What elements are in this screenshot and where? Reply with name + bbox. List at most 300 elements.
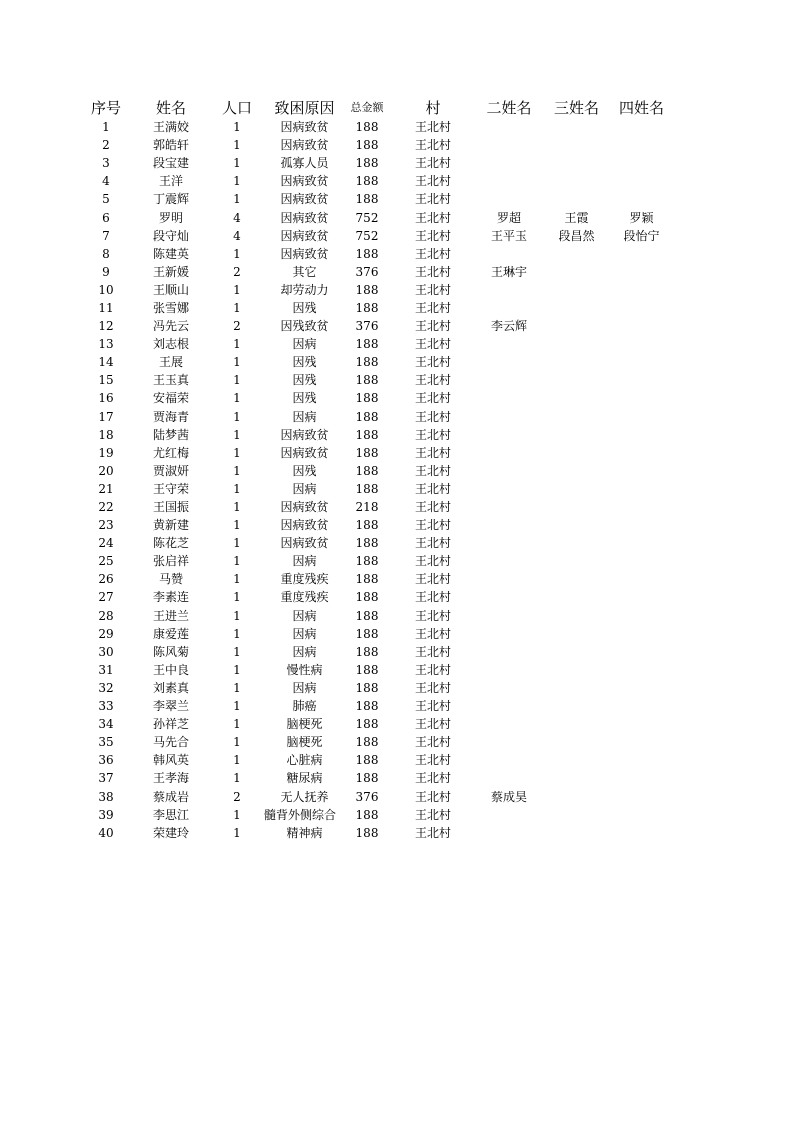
cell-name2 xyxy=(479,190,539,208)
cell-no: 31 xyxy=(98,662,114,677)
cell-name4 xyxy=(614,751,669,769)
cell-amount: 188 xyxy=(355,156,379,171)
cell-no: 29 xyxy=(98,626,114,641)
cell-name4 xyxy=(614,588,669,606)
cell-village: 王北村 xyxy=(414,337,451,352)
cell-name4 xyxy=(614,679,669,697)
cell-no: 12 xyxy=(98,319,114,334)
cell-population: 1 xyxy=(233,518,241,533)
cell-population: 1 xyxy=(233,554,241,569)
cell-name2 xyxy=(479,136,539,154)
cell-amount: 188 xyxy=(355,445,379,460)
cell-name2: 罗超 xyxy=(496,210,521,225)
cell-name3 xyxy=(539,715,614,733)
table-row xyxy=(82,281,669,299)
cell-amount: 376 xyxy=(355,264,379,279)
cell-name2: 李云辉 xyxy=(490,319,527,334)
table-row xyxy=(82,317,669,335)
cell-name4 xyxy=(614,462,669,480)
cell-village: 王北村 xyxy=(414,264,451,279)
table-row xyxy=(82,733,669,751)
cell-village: 王北村 xyxy=(414,554,451,569)
cell-name4 xyxy=(614,498,669,516)
cell-name3 xyxy=(539,462,614,480)
cell-name: 马先合 xyxy=(152,735,189,750)
cell-name: 王顺山 xyxy=(152,282,189,297)
cell-village: 王北村 xyxy=(414,300,451,315)
cell-village: 王北村 xyxy=(414,680,451,695)
cell-name2 xyxy=(479,118,539,136)
cell-population: 1 xyxy=(233,626,241,641)
cell-name4 xyxy=(614,317,669,335)
cell-name: 荣建玲 xyxy=(152,825,189,840)
cell-name3 xyxy=(539,172,614,190)
cell-name: 王孝海 xyxy=(152,771,189,786)
cell-name2 xyxy=(479,245,539,263)
cell-population: 4 xyxy=(233,228,241,243)
cell-no: 19 xyxy=(98,445,114,460)
cell-no: 7 xyxy=(102,228,110,243)
table-row xyxy=(82,227,669,245)
table-row xyxy=(82,263,669,281)
cell-reason: 无人抚养 xyxy=(280,789,329,804)
cell-amount: 188 xyxy=(355,427,379,442)
cell-reason: 重度残疾 xyxy=(280,590,329,605)
cell-reason: 因病致贫 xyxy=(280,500,329,515)
cell-no: 28 xyxy=(98,608,114,623)
cell-population: 1 xyxy=(233,337,241,352)
cell-no: 14 xyxy=(98,355,114,370)
cell-amount: 188 xyxy=(355,644,379,659)
cell-reason: 因病致贫 xyxy=(280,120,329,135)
table-row xyxy=(82,806,669,824)
cell-village: 王北村 xyxy=(414,735,451,750)
cell-name2: 王平玉 xyxy=(490,228,527,243)
cell-name4 xyxy=(614,172,669,190)
cell-village: 王北村 xyxy=(414,753,451,768)
cell-no: 32 xyxy=(98,680,114,695)
cell-name4 xyxy=(614,245,669,263)
cell-name: 李素连 xyxy=(152,590,189,605)
cell-village: 王北村 xyxy=(414,192,451,207)
cell-reason: 脑梗死 xyxy=(286,717,323,732)
cell-reason: 因病致贫 xyxy=(280,427,329,442)
cell-name: 冯先云 xyxy=(152,319,189,334)
cell-village: 王北村 xyxy=(414,228,451,243)
cell-amount: 188 xyxy=(355,463,379,478)
cell-amount: 752 xyxy=(355,210,379,225)
cell-no: 6 xyxy=(102,210,110,225)
table-row xyxy=(82,607,669,625)
cell-no: 2 xyxy=(102,138,110,153)
cell-name: 尤红梅 xyxy=(152,445,189,460)
cell-population: 1 xyxy=(233,427,241,442)
table-row xyxy=(82,679,669,697)
cell-name3 xyxy=(539,769,614,787)
table-row xyxy=(82,353,669,371)
cell-amount: 188 xyxy=(355,337,379,352)
cell-name2: 王琳宇 xyxy=(490,264,527,279)
cell-population: 1 xyxy=(233,699,241,714)
cell-no: 3 xyxy=(102,156,110,171)
header-row xyxy=(82,96,669,118)
cell-name4 xyxy=(614,607,669,625)
cell-name3 xyxy=(539,389,614,407)
cell-name2 xyxy=(479,353,539,371)
cell-name3 xyxy=(539,697,614,715)
cell-amount: 188 xyxy=(355,536,379,551)
cell-amount: 188 xyxy=(355,300,379,315)
cell-village: 王北村 xyxy=(414,246,451,261)
cell-name2 xyxy=(479,462,539,480)
cell-amount: 188 xyxy=(355,554,379,569)
cell-village: 王北村 xyxy=(414,789,451,804)
table-row xyxy=(82,625,669,643)
cell-name: 张启祥 xyxy=(152,554,189,569)
cell-name2 xyxy=(479,733,539,751)
cell-reason: 因残 xyxy=(292,373,317,388)
cell-village: 王北村 xyxy=(414,463,451,478)
cell-reason: 因病致贫 xyxy=(280,518,329,533)
cell-amount: 376 xyxy=(355,319,379,334)
cell-name3 xyxy=(539,263,614,281)
cell-no: 24 xyxy=(98,536,114,551)
cell-name3 xyxy=(539,516,614,534)
cell-village: 王北村 xyxy=(414,391,451,406)
cell-name3 xyxy=(539,625,614,643)
cell-village: 王北村 xyxy=(414,699,451,714)
cell-name: 王守荣 xyxy=(152,481,189,496)
cell-name: 郭皓轩 xyxy=(152,138,189,153)
cell-population: 1 xyxy=(233,572,241,587)
cell-name: 陈风菊 xyxy=(152,644,189,659)
cell-population: 1 xyxy=(233,608,241,623)
cell-amount: 376 xyxy=(355,789,379,804)
cell-name4 xyxy=(614,552,669,570)
cell-no: 33 xyxy=(98,699,114,714)
cell-village: 王北村 xyxy=(414,138,451,153)
cell-name4 xyxy=(614,661,669,679)
cell-name3 xyxy=(539,154,614,172)
cell-name4 xyxy=(614,389,669,407)
cell-name2 xyxy=(479,824,539,842)
cell-name3 xyxy=(539,607,614,625)
cell-name3 xyxy=(539,480,614,498)
table-row xyxy=(82,444,669,462)
col-header-population: 人口 xyxy=(221,98,252,117)
cell-reason: 因病致贫 xyxy=(280,246,329,261)
cell-no: 9 xyxy=(102,264,110,279)
cell-population: 1 xyxy=(233,536,241,551)
cell-name4 xyxy=(614,371,669,389)
cell-name3 xyxy=(539,118,614,136)
table-row xyxy=(82,715,669,733)
cell-amount: 188 xyxy=(355,518,379,533)
cell-name2 xyxy=(479,480,539,498)
cell-no: 15 xyxy=(98,373,114,388)
cell-name: 段宝建 xyxy=(152,156,189,171)
cell-name: 马赞 xyxy=(158,572,183,587)
cell-name4 xyxy=(614,787,669,805)
cell-name3 xyxy=(539,534,614,552)
cell-name: 刘素真 xyxy=(152,680,189,695)
cell-name3 xyxy=(539,281,614,299)
cell-name: 陈建英 xyxy=(152,246,189,261)
cell-name2 xyxy=(479,389,539,407)
cell-reason: 因残致贫 xyxy=(280,319,329,334)
col-header-no: 序号 xyxy=(90,98,121,117)
cell-name: 王新媛 xyxy=(152,264,189,279)
cell-population: 1 xyxy=(233,463,241,478)
cell-name3 xyxy=(539,661,614,679)
cell-name3 xyxy=(539,588,614,606)
cell-name4 xyxy=(614,444,669,462)
cell-village: 王北村 xyxy=(414,156,451,171)
table-row xyxy=(82,136,669,154)
cell-no: 38 xyxy=(98,789,114,804)
cell-reason: 因病 xyxy=(292,337,317,352)
cell-amount: 188 xyxy=(355,662,379,677)
cell-name3 xyxy=(539,245,614,263)
cell-name3 xyxy=(539,408,614,426)
cell-population: 1 xyxy=(233,481,241,496)
table-row xyxy=(82,172,669,190)
poverty-roster-sheet xyxy=(82,96,669,842)
cell-amount: 188 xyxy=(355,138,379,153)
cell-no: 26 xyxy=(98,572,114,587)
table-row xyxy=(82,824,669,842)
cell-name4 xyxy=(614,190,669,208)
cell-population: 1 xyxy=(233,174,241,189)
table-row xyxy=(82,552,669,570)
cell-reason: 因残 xyxy=(292,355,317,370)
cell-name4 xyxy=(614,335,669,353)
cell-name3 xyxy=(539,552,614,570)
cell-village: 王北村 xyxy=(414,825,451,840)
cell-name4 xyxy=(614,136,669,154)
cell-amount: 752 xyxy=(355,228,379,243)
cell-amount: 188 xyxy=(355,174,379,189)
cell-reason: 因残 xyxy=(292,391,317,406)
cell-village: 王北村 xyxy=(414,771,451,786)
cell-population: 1 xyxy=(233,282,241,297)
table-row xyxy=(82,154,669,172)
cell-no: 13 xyxy=(98,337,114,352)
cell-name3: 段昌然 xyxy=(558,228,595,243)
cell-name4: 段怡宁 xyxy=(623,228,660,243)
table-row xyxy=(82,208,669,226)
cell-amount: 188 xyxy=(355,373,379,388)
cell-amount: 188 xyxy=(355,626,379,641)
cell-name4 xyxy=(614,263,669,281)
cell-no: 23 xyxy=(98,518,114,533)
col-header-name2: 二姓名 xyxy=(486,98,532,117)
cell-no: 39 xyxy=(98,807,114,822)
cell-reason: 因病 xyxy=(292,680,317,695)
cell-name2 xyxy=(479,498,539,516)
table-row xyxy=(82,570,669,588)
cell-name: 韩风英 xyxy=(152,753,189,768)
cell-no: 1 xyxy=(102,120,110,135)
cell-no: 40 xyxy=(98,825,114,840)
cell-reason: 因病 xyxy=(292,409,317,424)
cell-village: 王北村 xyxy=(414,355,451,370)
cell-name: 贾淑妍 xyxy=(152,463,189,478)
cell-name2 xyxy=(479,426,539,444)
cell-village: 王北村 xyxy=(414,319,451,334)
table-row xyxy=(82,661,669,679)
cell-amount: 188 xyxy=(355,717,379,732)
cell-reason: 孤寡人员 xyxy=(280,156,329,171)
cell-name: 李翠兰 xyxy=(152,699,189,714)
cell-population: 1 xyxy=(233,644,241,659)
cell-population: 1 xyxy=(233,246,241,261)
cell-no: 25 xyxy=(98,554,114,569)
cell-no: 34 xyxy=(98,717,114,732)
cell-name3 xyxy=(539,426,614,444)
cell-name: 丁震辉 xyxy=(152,192,189,207)
cell-village: 王北村 xyxy=(414,481,451,496)
cell-population: 1 xyxy=(233,300,241,315)
cell-name3 xyxy=(539,190,614,208)
cell-name: 陈花芝 xyxy=(152,536,189,551)
table-row xyxy=(82,245,669,263)
cell-name2 xyxy=(479,715,539,733)
cell-name: 王展 xyxy=(158,355,183,370)
cell-no: 27 xyxy=(98,590,114,605)
cell-name: 刘志根 xyxy=(152,337,189,352)
cell-reason: 精神病 xyxy=(286,825,323,840)
table-row xyxy=(82,769,669,787)
cell-name4 xyxy=(614,715,669,733)
cell-name: 黄新建 xyxy=(152,518,189,533)
cell-no: 35 xyxy=(98,735,114,750)
table-row xyxy=(82,371,669,389)
cell-village: 王北村 xyxy=(414,210,451,225)
col-header-reason: 致困原因 xyxy=(274,98,335,117)
cell-name4 xyxy=(614,281,669,299)
cell-population: 2 xyxy=(233,789,241,804)
cell-name3 xyxy=(539,498,614,516)
cell-name2 xyxy=(479,281,539,299)
roster-body xyxy=(82,118,669,842)
cell-population: 1 xyxy=(233,391,241,406)
cell-amount: 188 xyxy=(355,807,379,822)
table-row xyxy=(82,426,669,444)
cell-village: 王北村 xyxy=(414,373,451,388)
cell-name3 xyxy=(539,751,614,769)
col-header-village: 村 xyxy=(425,98,441,117)
cell-name: 王国振 xyxy=(152,500,189,515)
cell-name3 xyxy=(539,570,614,588)
cell-village: 王北村 xyxy=(414,644,451,659)
table-row xyxy=(82,643,669,661)
cell-amount: 218 xyxy=(355,500,379,515)
cell-no: 22 xyxy=(98,500,114,515)
cell-amount: 188 xyxy=(355,391,379,406)
table-row xyxy=(82,787,669,805)
cell-village: 王北村 xyxy=(414,807,451,822)
cell-reason: 重度残疾 xyxy=(280,572,329,587)
table-row xyxy=(82,335,669,353)
cell-no: 37 xyxy=(98,771,114,786)
cell-no: 17 xyxy=(98,409,114,424)
cell-name: 王进兰 xyxy=(152,608,189,623)
cell-village: 王北村 xyxy=(414,500,451,515)
cell-reason: 因病 xyxy=(292,608,317,623)
cell-amount: 188 xyxy=(355,192,379,207)
cell-name3 xyxy=(539,679,614,697)
col-header-name: 姓名 xyxy=(155,98,186,117)
cell-amount: 188 xyxy=(355,680,379,695)
cell-name2 xyxy=(479,172,539,190)
cell-name: 王洋 xyxy=(158,174,183,189)
table-row xyxy=(82,516,669,534)
cell-amount: 188 xyxy=(355,246,379,261)
cell-village: 王北村 xyxy=(414,409,451,424)
cell-name: 陆梦茜 xyxy=(152,427,189,442)
cell-name: 王中良 xyxy=(152,662,189,677)
cell-village: 王北村 xyxy=(414,174,451,189)
cell-reason: 因病 xyxy=(292,481,317,496)
cell-name4 xyxy=(614,625,669,643)
cell-name3 xyxy=(539,806,614,824)
cell-no: 11 xyxy=(98,300,114,315)
cell-village: 王北村 xyxy=(414,608,451,623)
cell-name3 xyxy=(539,317,614,335)
cell-name4 xyxy=(614,733,669,751)
cell-name2 xyxy=(479,570,539,588)
cell-population: 1 xyxy=(233,590,241,605)
table-row xyxy=(82,498,669,516)
cell-name4 xyxy=(614,643,669,661)
cell-name3 xyxy=(539,444,614,462)
cell-reason: 因残 xyxy=(292,463,317,478)
cell-name4: 罗颖 xyxy=(629,210,654,225)
cell-name2 xyxy=(479,552,539,570)
cell-reason: 因病致贫 xyxy=(280,228,329,243)
cell-no: 10 xyxy=(98,282,114,297)
table-row xyxy=(82,588,669,606)
cell-name3 xyxy=(539,733,614,751)
cell-name3 xyxy=(539,136,614,154)
cell-amount: 188 xyxy=(355,825,379,840)
cell-population: 1 xyxy=(233,445,241,460)
cell-amount: 188 xyxy=(355,481,379,496)
cell-reason: 心脏病 xyxy=(286,753,323,768)
cell-population: 1 xyxy=(233,500,241,515)
cell-name2 xyxy=(479,661,539,679)
cell-population: 1 xyxy=(233,156,241,171)
cell-no: 4 xyxy=(102,174,110,189)
cell-reason: 因病致贫 xyxy=(280,536,329,551)
cell-amount: 188 xyxy=(355,120,379,135)
cell-name2 xyxy=(479,769,539,787)
cell-reason: 慢性病 xyxy=(286,662,323,677)
cell-name4 xyxy=(614,299,669,317)
cell-name4 xyxy=(614,516,669,534)
cell-village: 王北村 xyxy=(414,445,451,460)
cell-village: 王北村 xyxy=(414,626,451,641)
cell-reason: 肺癌 xyxy=(292,699,317,714)
cell-population: 1 xyxy=(233,120,241,135)
cell-name2 xyxy=(479,299,539,317)
cell-village: 王北村 xyxy=(414,572,451,587)
cell-name2 xyxy=(479,588,539,606)
cell-name: 王玉真 xyxy=(152,373,189,388)
cell-no: 36 xyxy=(98,753,114,768)
col-header-amount: 总金额 xyxy=(350,101,384,114)
